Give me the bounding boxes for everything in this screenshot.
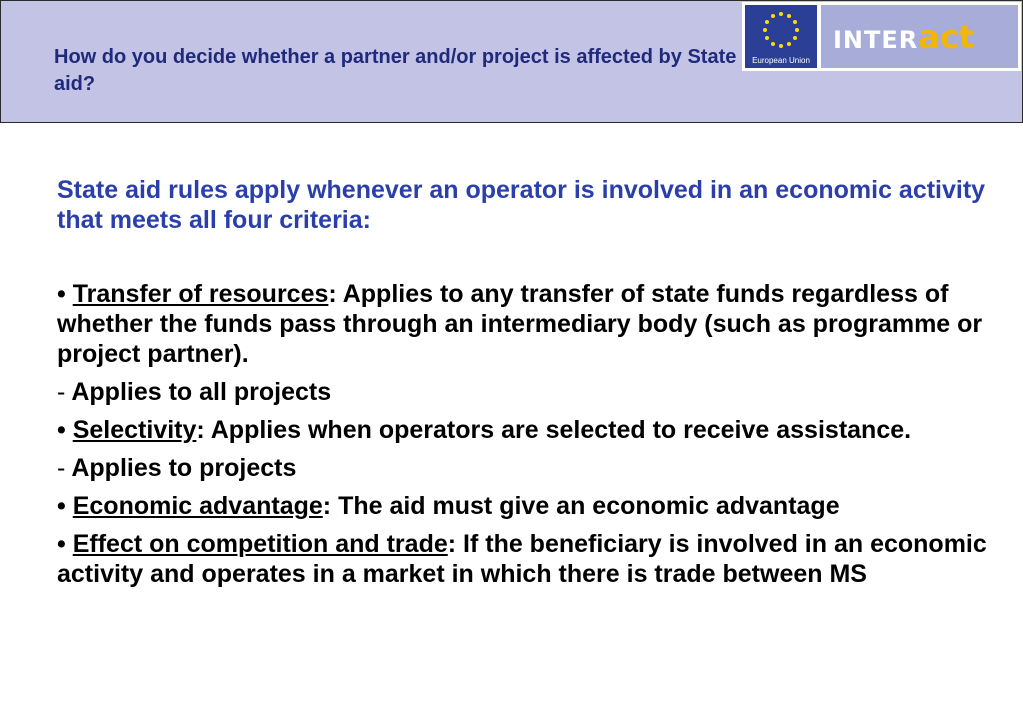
bullet: • [57,492,66,520]
criterion-selectivity [57,415,987,445]
dash: - [57,378,66,406]
bullet: • [57,416,66,444]
slide-title: How do you decide whether a partner and/or project is affected by State aid? [54,46,737,95]
criterion-text: : If the beneficiary is involved in an economic activity and operates in a market in which there is trade between MS [57,530,987,588]
note-text: Applies to all projects [71,378,332,406]
criterion-term: Effect on competition and trade [72,530,448,558]
criterion-note [57,453,987,483]
eu-stars-icon [745,5,817,55]
criterion-note [57,377,987,407]
criterion-transfer [57,279,987,369]
note-text: Applies to projects [71,454,297,482]
bullet: • [57,280,66,308]
criterion-text: : Applies to any transfer of state funds regardless of whether the funds pass through an intermediary body (such as programme or project partner). [57,280,983,368]
bullet: • [57,530,66,558]
logo-banner [742,2,1021,71]
criterion-text: : The aid must give an economic advantage [322,492,840,520]
eu-label: European Union [752,56,810,65]
interact-wordmark-part2: act [918,18,975,56]
criterion-term: Economic advantage [72,492,323,520]
criterion-text: : Applies when operators are selected to receive assistance. [196,416,912,444]
intro-text: State aid rules apply whenever an operator is involved in an economic activity that meets all four criteria: [57,176,986,234]
criterion-term: Transfer of resources [72,280,329,308]
eu-flag-logo [745,5,817,68]
dash: - [57,454,66,482]
criterion-term: Selectivity [72,416,197,444]
interact-wordmark-part1: INTER [833,26,919,54]
interact-wordmark [833,19,974,61]
slide-header [0,0,1023,123]
interact-logo [821,5,1018,68]
criterion-economic-advantage [57,491,987,521]
slide-body [57,175,987,597]
criterion-competition-trade [57,529,987,589]
